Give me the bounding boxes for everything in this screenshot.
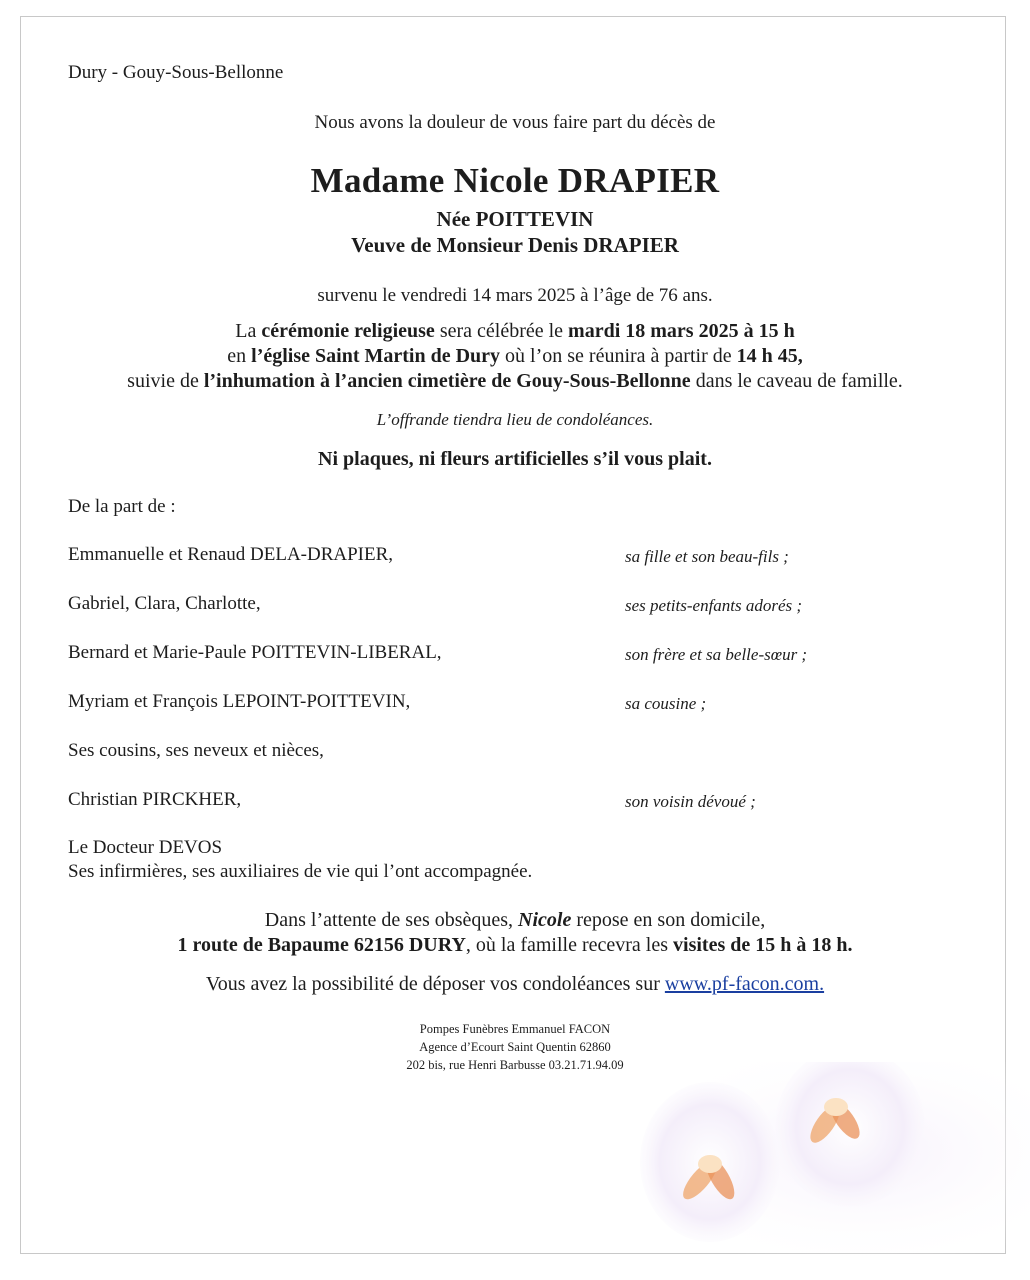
ceremony-line-1: La cérémonie religieuse sera célébrée le mardi 18 mars 2025 à 15 h [235, 320, 795, 342]
condolences-link[interactable]: www.pf-facon.com. [664, 973, 825, 995]
no-flowers-note: Ni plaques, ni fleurs artificielles s’il vous plait. [318, 448, 712, 470]
family-member-name: Gabriel, Clara, Charlotte, [68, 593, 261, 614]
orchid-center [824, 1098, 848, 1116]
orchid-center [698, 1155, 722, 1173]
offering-note: L’offrande tiendra lieu de condoléances. [376, 410, 654, 429]
deceased-name: Madame Nicole DRAPIER [310, 161, 720, 200]
location-header: Dury - Gouy-Sous-Bellonne [68, 62, 284, 83]
ceremony-line-2: en l’église Saint Martin de Dury où l’on se réunira à partir de 14 h 45, [227, 345, 803, 367]
visit-line-2: 1 route de Bapaume 62156 DURY, où la famille recevra les visites de 15 h à 18 h. [177, 934, 853, 956]
death-date: survenu le vendredi 14 mars 2025 à l’âge de 76 ans. [317, 285, 713, 306]
family-member-name: Ses cousins, ses neveux et nièces, [68, 740, 324, 761]
family-member-name: Christian PIRCKHER, [68, 789, 242, 810]
doctor-line: Le Docteur DEVOS [68, 837, 223, 858]
family-intro: De la part de : [68, 496, 176, 517]
condolences-line: Vous avez la possibilité de déposer vos condoléances sur www.pf-facon.com. [205, 973, 825, 995]
birth-name: Née POITTEVIN [436, 207, 594, 231]
family-member-role: sa fille et son beau-fils ; [625, 547, 789, 566]
family-member-name: Bernard et Marie-Paule POITTEVIN-LIBERAL, [68, 642, 442, 663]
intro-text: Nous avons la douleur de vous faire part du décès de [314, 112, 716, 133]
family-member-role: son frère et sa belle-sœur ; [625, 645, 808, 664]
ceremony-line-3: suivie de l’inhumation à l’ancien cimetière de Gouy-Sous-Bellonne dans le caveau de famille. [127, 370, 903, 392]
widow-line: Veuve de Monsieur Denis DRAPIER [351, 233, 679, 257]
footer-line-2: Agence d’Ecourt Saint Quentin 62860 [419, 1040, 611, 1054]
family-member-role: son voisin dévoué ; [625, 792, 756, 811]
family-member-name: Myriam et François LEPOINT-POITTEVIN, [68, 691, 411, 712]
nurses-line: Ses infirmières, ses auxiliaires de vie qui l’ont accompagnée. [68, 861, 533, 882]
family-member-role: sa cousine ; [625, 694, 707, 713]
visit-line-1: Dans l’attente de ses obsèques, Nicole repose en son domicile, [264, 909, 766, 931]
footer-line-3: 202 bis, rue Henri Barbusse 03.21.71.94.09 [406, 1058, 624, 1072]
orchid-flowers-decoration [560, 1062, 1030, 1280]
footer-line-1: Pompes Funèbres Emmanuel FACON [419, 1022, 611, 1036]
family-member-role: ses petits-enfants adorés ; [625, 596, 803, 615]
family-member-name: Emmanuelle et Renaud DELA-DRAPIER, [68, 544, 394, 565]
